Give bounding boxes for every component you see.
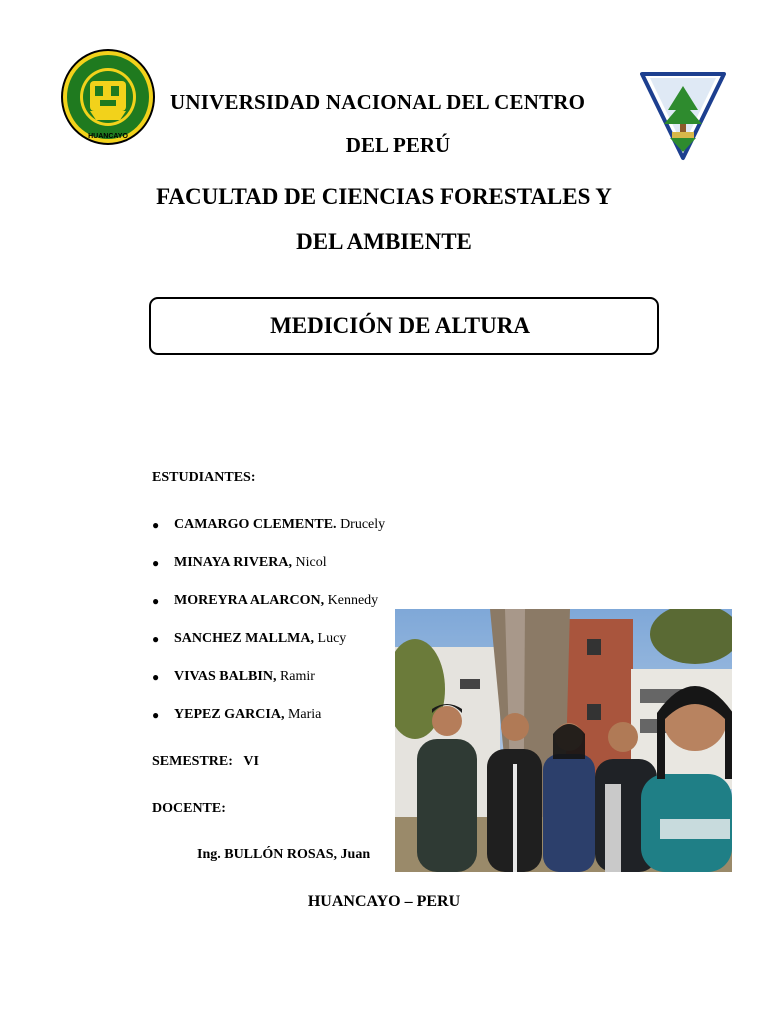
university-name-line1: UNIVERSIDAD NACIONAL DEL CENTRO — [170, 90, 586, 114]
bullet-icon: ● — [152, 707, 160, 722]
bullet-icon: ● — [152, 593, 160, 608]
footer-location: HUANCAYO – PERU — [307, 893, 461, 910]
student-item: ● CAMARGO CLEMENTE. Drucely — [152, 517, 386, 532]
semester-label: SEMESTRE: — [152, 754, 233, 769]
students-label: ESTUDIANTES: — [152, 470, 256, 485]
bullet-icon: ● — [152, 555, 160, 570]
semester-value: VI — [243, 754, 259, 769]
faculty-name-line2: DEL AMBIENTE — [296, 229, 472, 254]
bullet-icon: ● — [152, 517, 160, 532]
student-item: ● SANCHEZ MALLMA, Lucy — [152, 631, 347, 646]
teacher-name: Ing. BULLÓN ROSAS, Juan — [197, 847, 371, 862]
student-item: ● VIVAS BALBIN, Ramir — [152, 669, 315, 684]
semester-row — [152, 754, 259, 770]
student-item: ● YEPEZ GARCIA, Maria — [152, 707, 322, 722]
bullet-icon: ● — [152, 631, 160, 646]
topic-box — [149, 297, 659, 355]
svg-text:HUANCAYO: HUANCAYO — [88, 133, 128, 140]
university-name-line2: DEL PERÚ — [345, 133, 451, 157]
teacher-label: DOCENTE: — [152, 801, 226, 816]
faculty-name-line1: FACULTAD DE CIENCIAS FORESTALES Y — [156, 184, 612, 209]
group-photo — [395, 609, 732, 872]
student-item: ● MOREYRA ALARCON, Kennedy — [152, 593, 379, 608]
bullet-icon: ● — [152, 669, 160, 684]
student-item: ● MINAYA RIVERA, Nicol — [152, 555, 327, 570]
document-topic: MEDICIÓN DE ALTURA — [270, 313, 530, 338]
university-seal-icon — [60, 48, 156, 146]
